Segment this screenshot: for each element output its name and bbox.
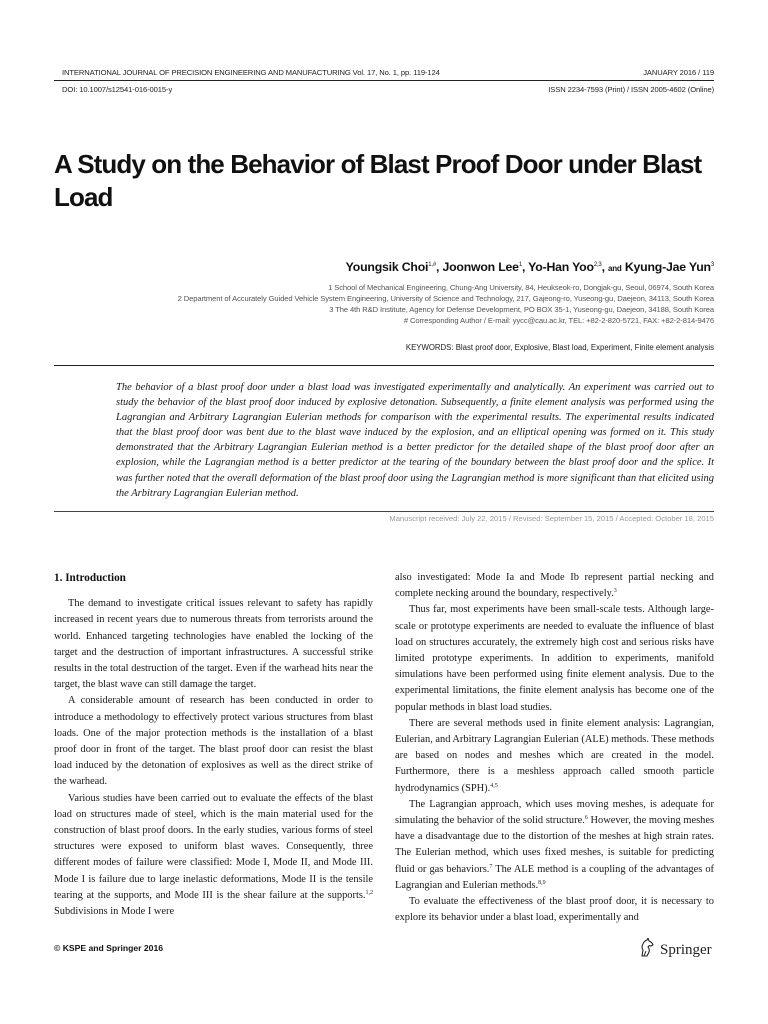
manuscript-dates: Manuscript received: July 22, 2015 / Revised: September 15, 2015 / Accepted: October 18, 2015	[389, 514, 714, 523]
citation: 1,2	[365, 889, 373, 896]
author: Joonwon Lee$^1$,	[442, 260, 529, 274]
paragraph: There are several methods used in finite element analysis: Lagrangian, Eulerian, and Arbitrary Lagrangian Eulerian (ALE) methods. These methods are based on nodes and meshes which are created in the model. Furthermore, there is a meshless approach called smooth particle hydrodynamics (SPH).$^{4,5}$	[395, 717, 714, 794]
journal-header: INTERNATIONAL JOURNAL OF PRECISION ENGINEERING AND MANUFACTURING Vol. 17, No. 1, pp. 119-124	[62, 68, 440, 77]
citation: 8,9	[538, 879, 546, 886]
paragraph: The Lagrangian approach, which uses moving meshes, is adequate for simulating the behavior of the solid structure.$^6$ However, the moving meshes have a disadvantage due to the distortion of the meshes at high strain rates. The Eulerian method, which uses fixed meshes, is suitable for predicting fluid or gas behaviors.$^7$ The ALE method is a coupling of the advantages of Lagrangian and Eulerian methods.$^{8,9}$	[395, 798, 715, 891]
publisher-name: Springer	[660, 942, 712, 958]
citation: 4,5	[490, 782, 498, 789]
author: Youngsik Choi$^{1,\#}$,	[345, 260, 443, 274]
affiliation: 2 Department of Accurately Guided Vehicle System Engineering, University of Science and Technology, 217, Gajeong-ro, Yuseong-gu, Daejeon, 34113, South Korea	[177, 294, 714, 303]
citation: 7	[489, 863, 493, 870]
doi: DOI: 10.1007/s12541-016-0015-y	[62, 85, 173, 94]
paragraph: Thus far, most experiments have been small-scale tests. Although large-scale or prototype experiments are needed to evaluate the influence of blast load on structures accurately, the extremely high cost and serious risks have limited prototype experiments. In addition to experiments, manifold simulations have been performed using finite element analysis. Due to the experimental limitations, the finite element analysis has become one of the popular methods in blast load studies.	[395, 604, 714, 713]
springer-horse-icon	[638, 938, 656, 963]
left-column	[54, 570, 373, 920]
paper-title: A Study on the Behavior of Blast Proof Door under Blast Load	[54, 149, 702, 212]
paragraph: To evaluate the effectiveness of the blast proof door, it is necessary to explore its behavior under a blast load, experimentally and	[395, 896, 714, 924]
springer-logo	[638, 938, 712, 963]
paragraph: Various studies have been carried out to evaluate the effects of the blast load on structures made of steel, which is the main material used for the construction of blast proof doors. In the early studies, various forms of steel structures were exposed to uniform blast waves. Consequently, three different modes of failure were classified: Mode I, Mode II, and Mode III. Mode I is failure due to large inelastic deformations, Mode II is the tensile tearing at the supports, and Mode III is the shear failure at the supports.$^{1,2}$ Subdivisions in Mode I were	[54, 792, 373, 918]
issn: ISSN 2234-7593 (Print) / ISSN 2005-4602 (Online)	[548, 85, 714, 94]
keywords-rule	[54, 365, 714, 366]
author: Kyung-Jae Yun$^3$	[624, 260, 714, 274]
author: Yo-Han Yoo$^{2,3}$,	[528, 260, 608, 274]
paragraph: A considerable amount of research has been conducted in order to introduce a methodology to effectively protect various structures from blast loads. One of the major protection methods is the installation of a blast proof door in front of the target. The blast proof door can resist the blast load induced by the detonation of explosives as well as the direct strike of the warhead.	[54, 695, 373, 788]
affiliation: 3 The 4th R&D Institute, Agency for Defense Development, PO BOX 35-1, Yuseong-gu, Daejeon, 34188, South Korea	[329, 305, 714, 314]
copyright: © KSPE and Springer 2016	[54, 943, 164, 953]
authors-and: and	[608, 264, 622, 273]
author-list	[346, 260, 714, 274]
right-column	[395, 570, 714, 926]
paragraph: also investigated: Mode Ia and Mode Ib represent partial necking and complete necking around the boundary, respectively.$^3$	[395, 572, 714, 600]
abstract-rule	[54, 511, 714, 512]
paragraph: The demand to investigate critical issues relevant to safety has rapidly increased in recent years due to numerous threats from terrorists around the world. Enhanced targeting technologies have enabled the locking of the target and the destruction of important infrastructures. A successful strike results in the total destruction of the target. Even if the warhead hits near the target, the blast wave can still damage the target.	[54, 598, 373, 691]
section-heading: 1. Introduction	[54, 572, 126, 584]
keywords: KEYWORDS: Blast proof door, Explosive, Blast load, Experiment, Finite element analysis	[405, 343, 714, 352]
affiliation: 1 School of Mechanical Engineering, Chung-Ang University, 84, Heukseok-ro, Dongjak-gu, Seoul, 06974, South Korea	[328, 283, 714, 292]
abstract: The behavior of a blast proof door under a blast load was investigated experimentally and analytically. An experiment was carried out to study the behavior of the blast proof door induced by explosive detonation. Subsequently, a finite element analysis was performed using the Lagrangian and Arbitrary Lagrangian Eulerian methods for comparison with the experimental results. The experimental results indicated that the blast proof door was bent due to the blast wave induced by the explosion, and an elliptical opening was formed on it. This study demonstrated that the Arbitrary Lagrangian Eulerian method is a better predictor for the detailed shape of the blast proof door after an explosion, while the Lagrangian method is a better predictor at the tearing of the boundary between the blast proof door and the splice. It was further noted that the overall deformation of the blast proof door using the Lagrangian method is more significant than that elicited using the Arbitrary Lagrangian Eulerian method.	[116, 382, 714, 499]
header-rule	[54, 80, 714, 81]
issue-date-page: JANUARY 2016 / 119	[643, 68, 714, 77]
citation: 3	[613, 588, 617, 595]
citation: 6	[584, 815, 588, 822]
corresponding-author: # Corresponding Author / E-mail: yycc@cau.ac.kr, TEL: +82-2-820-5721, FAX: +82-2-814-9476	[403, 316, 714, 325]
